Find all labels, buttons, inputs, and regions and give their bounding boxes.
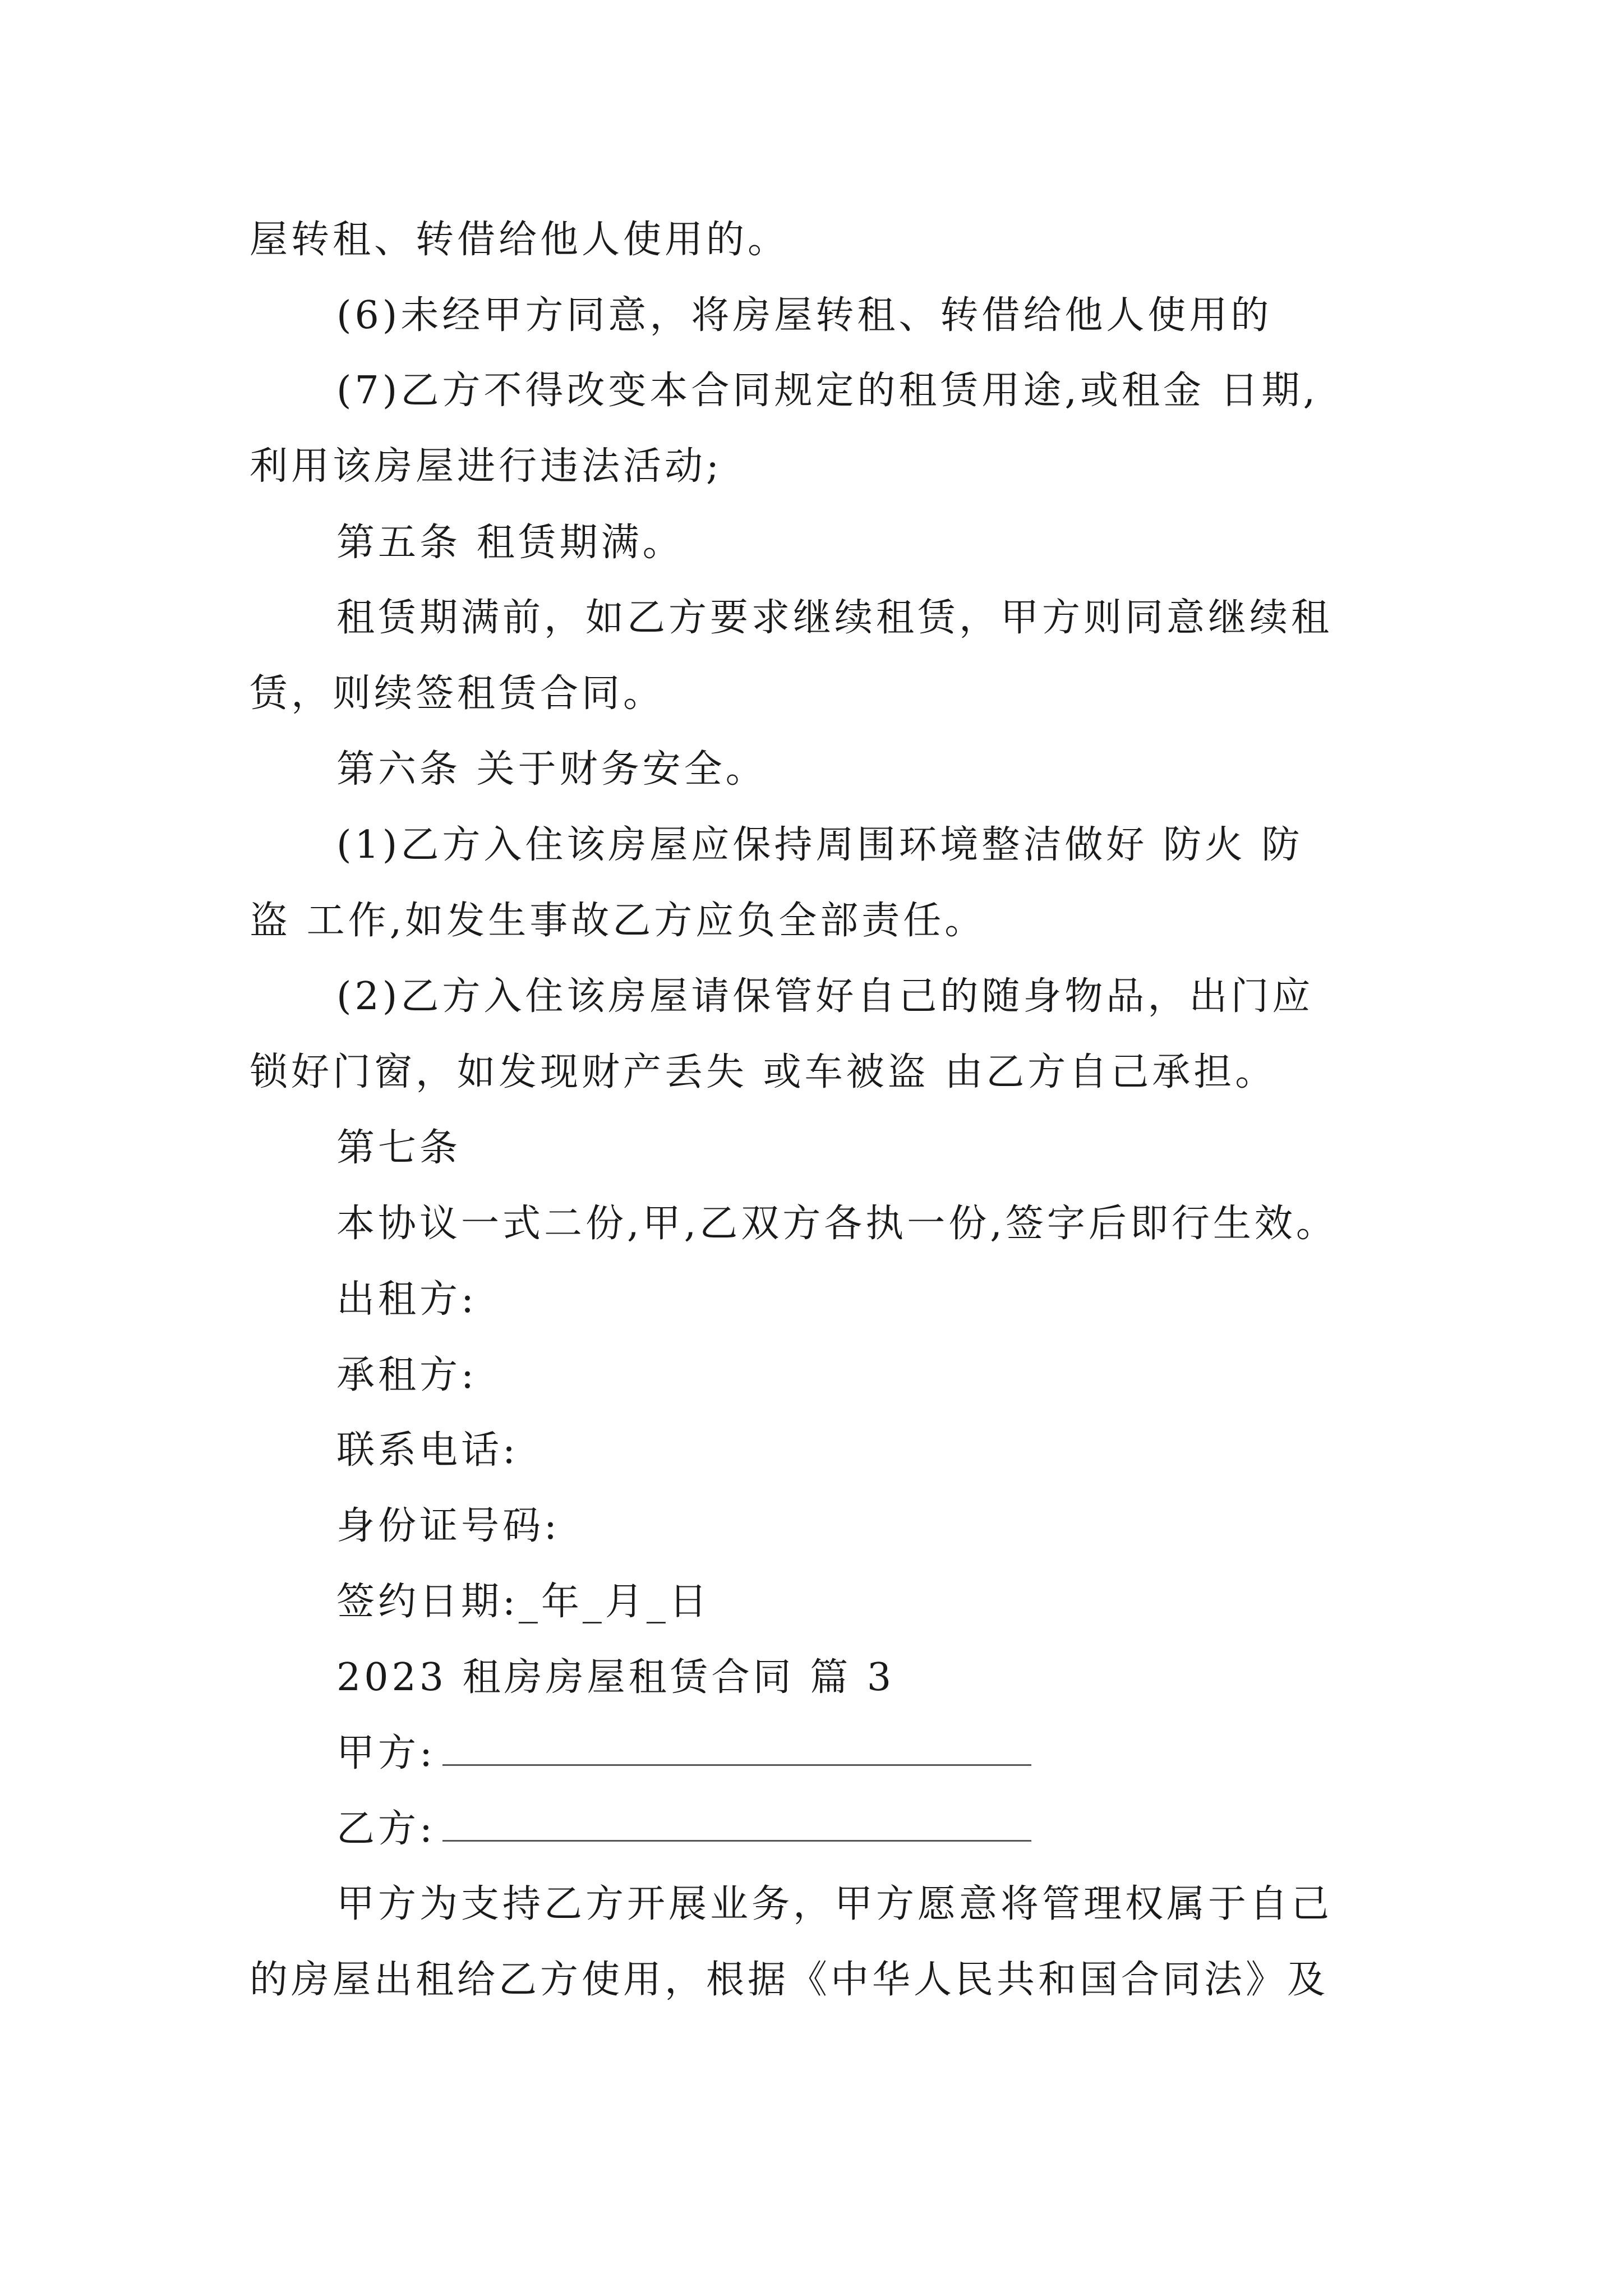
party-b-label: 乙方: bbox=[336, 1807, 436, 1851]
paragraph-line: (7)乙方不得改变本合同规定的租赁用途,或租金 日期, bbox=[336, 369, 1319, 413]
paragraph-line: (6)未经甲方同意，将房屋转租、转借给他人使用的 bbox=[336, 293, 1272, 338]
signature-field-lessor: 出租方: bbox=[336, 1277, 477, 1322]
paragraph-line: 本协议一式二份,甲,乙双方各执一份,签字后即行生效。 bbox=[336, 1202, 1338, 1246]
party-b-blank bbox=[442, 1805, 1031, 1842]
paragraph-line: 利用该房屋进行违法活动; bbox=[250, 444, 722, 489]
signature-field-lessee: 承租方: bbox=[336, 1353, 477, 1397]
id-number-field: 身份证号码: bbox=[336, 1504, 560, 1548]
party-b-field bbox=[336, 1804, 1031, 1855]
paragraph-line: 盗 工作,如发生事故乙方应负全部责任。 bbox=[250, 899, 986, 943]
paragraph-line: 赁，则续签租赁合同。 bbox=[250, 671, 665, 716]
paragraph-line: 屋转租、转借给他人使用的。 bbox=[250, 218, 790, 262]
section-heading: 第七条 bbox=[336, 1126, 462, 1170]
section-heading: 第六条 关于财务安全。 bbox=[336, 747, 767, 792]
paragraph-line: 锁好门窗，如发现财产丢失 或车被盗 由乙方自己承担。 bbox=[250, 1050, 1277, 1094]
contract-title: 2023 租房房屋租赁合同 篇 3 bbox=[336, 1655, 895, 1700]
paragraph-line: 的房屋出租给乙方使用，根据《中华人民共和国合同法》及 bbox=[250, 1958, 1329, 2002]
section-heading: 第五条 租赁期满。 bbox=[336, 521, 684, 565]
paragraph-line: (1)乙方入住该房屋应保持周围环境整洁做好 防火 防 bbox=[336, 823, 1303, 867]
paragraph-line: 租赁期满前，如乙方要求继续租赁，甲方则同意继续租 bbox=[336, 596, 1333, 640]
signing-date-field: 签约日期:_年_月_日 bbox=[336, 1580, 711, 1624]
party-a-field bbox=[336, 1728, 1031, 1779]
party-a-blank bbox=[442, 1729, 1031, 1766]
contact-phone-field: 联系电话: bbox=[336, 1428, 519, 1473]
party-a-label: 甲方: bbox=[336, 1731, 436, 1775]
paragraph-line: (2)乙方入住该房屋请保管好自己的随身物品，出门应 bbox=[336, 974, 1314, 1019]
paragraph-line: 甲方为支持乙方开展业务，甲方愿意将管理权属于自己 bbox=[336, 1882, 1333, 1926]
